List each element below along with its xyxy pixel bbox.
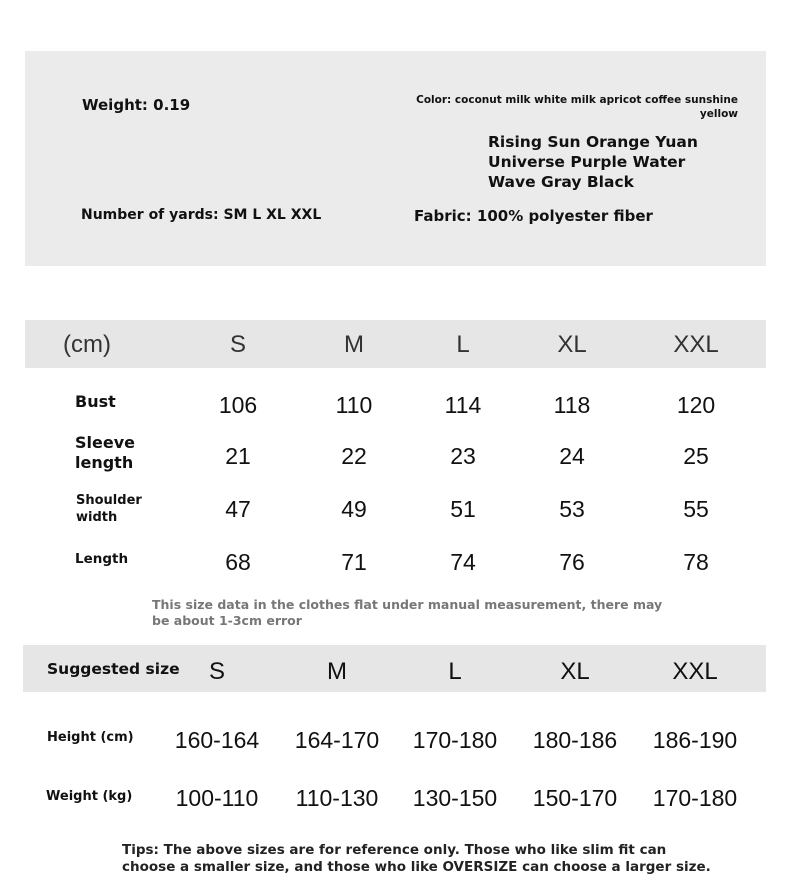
row-label-sleeve-length-line-2: length: [75, 453, 134, 472]
height-xxl: 186-190: [652, 727, 738, 753]
weight-s: 100-110: [175, 785, 259, 811]
size-table-header: [25, 320, 766, 368]
length-xxl: 78: [683, 549, 709, 575]
color-line-2: yellow: [699, 108, 738, 120]
size-header-m: M: [344, 331, 364, 358]
height-l: 170-180: [412, 727, 498, 753]
weight-xxl: 170-180: [652, 785, 738, 811]
row-label-shoulder-width-line-1: Shoulder: [76, 493, 142, 508]
weight-m: 110-130: [295, 785, 379, 811]
suggested-header-xxl: XXL: [672, 658, 718, 685]
color-names-line-3: Wave Gray Black: [488, 173, 634, 191]
suggested-header-l: L: [448, 658, 462, 685]
color-line-1: Color: coconut milk white milk apricot coffee sunshine: [416, 94, 738, 106]
color-names: [488, 132, 698, 192]
color-names-line-2: Universe Purple Water: [488, 153, 686, 171]
suggested-size-label: Suggested size: [47, 660, 180, 678]
weight-text: Weight: 0.19: [82, 96, 191, 114]
row-label-shoulder-width-line-2: width: [76, 510, 118, 525]
color-text: [392, 93, 738, 121]
row-label-length: Length: [75, 551, 129, 567]
sleeve-length-s: 21: [225, 443, 251, 469]
length-m: 71: [341, 549, 367, 575]
shoulder-width-xl: 53: [559, 496, 585, 522]
suggested-header-s: S: [208, 658, 225, 685]
row-label-sleeve-length-line-1: Sleeve: [75, 433, 135, 452]
shoulder-width-m: 49: [341, 496, 367, 522]
sleeve-length-xl: 24: [559, 443, 585, 469]
height-xl: 180-186: [532, 727, 618, 753]
weight-xl: 150-170: [532, 785, 618, 811]
color-names-line-1: Rising Sun Orange Yuan: [488, 133, 698, 151]
weight-l: 130-150: [412, 785, 498, 811]
tips-text: Tips: The above sizes are for reference only. Those who like slim fit can choose a smaller size, and those who like OVERSIZE can choose a larger size.: [122, 842, 711, 875]
row-label-height: Height (cm): [47, 730, 134, 745]
length-xl: 76: [559, 549, 585, 575]
suggested-header-m: M: [327, 658, 347, 685]
bust-xl: 118: [553, 392, 591, 418]
size-header-xxl: XXL: [673, 331, 719, 358]
sleeve-length-m: 22: [341, 443, 367, 469]
bust-s: 106: [218, 392, 258, 418]
shoulder-width-l: 51: [450, 496, 476, 522]
shoulder-width-s: 47: [225, 496, 251, 522]
row-label-bust: Bust: [75, 392, 116, 411]
height-m: 164-170: [294, 727, 380, 753]
size-header-s: S: [229, 331, 246, 358]
sleeve-length-xxl: 25: [683, 443, 709, 469]
length-l: 74: [450, 549, 476, 575]
row-label-sleeve-length: [75, 433, 135, 473]
bust-m: 110: [335, 392, 373, 418]
bust-xxl: 120: [676, 392, 716, 418]
row-label-weight: Weight (kg): [46, 789, 133, 804]
shoulder-width-xxl: 55: [683, 496, 709, 522]
unit-label: (cm): [63, 331, 111, 358]
length-s: 68: [225, 549, 251, 575]
number-of-yards-text: Number of yards: SM L XL XXL: [81, 207, 322, 223]
size-header-xl: XL: [557, 331, 587, 358]
row-label-shoulder-width: [76, 492, 142, 526]
size-header-l: L: [456, 331, 470, 358]
height-s: 160-164: [174, 727, 260, 753]
bust-l: 114: [444, 392, 482, 418]
measurement-note: This size data in the clothes flat under manual measurement, there may be about 1-3cm error: [152, 597, 663, 628]
suggested-header-xl: XL: [560, 658, 590, 685]
fabric-text: Fabric: 100% polyester fiber: [414, 207, 653, 225]
sleeve-length-l: 23: [450, 443, 476, 469]
